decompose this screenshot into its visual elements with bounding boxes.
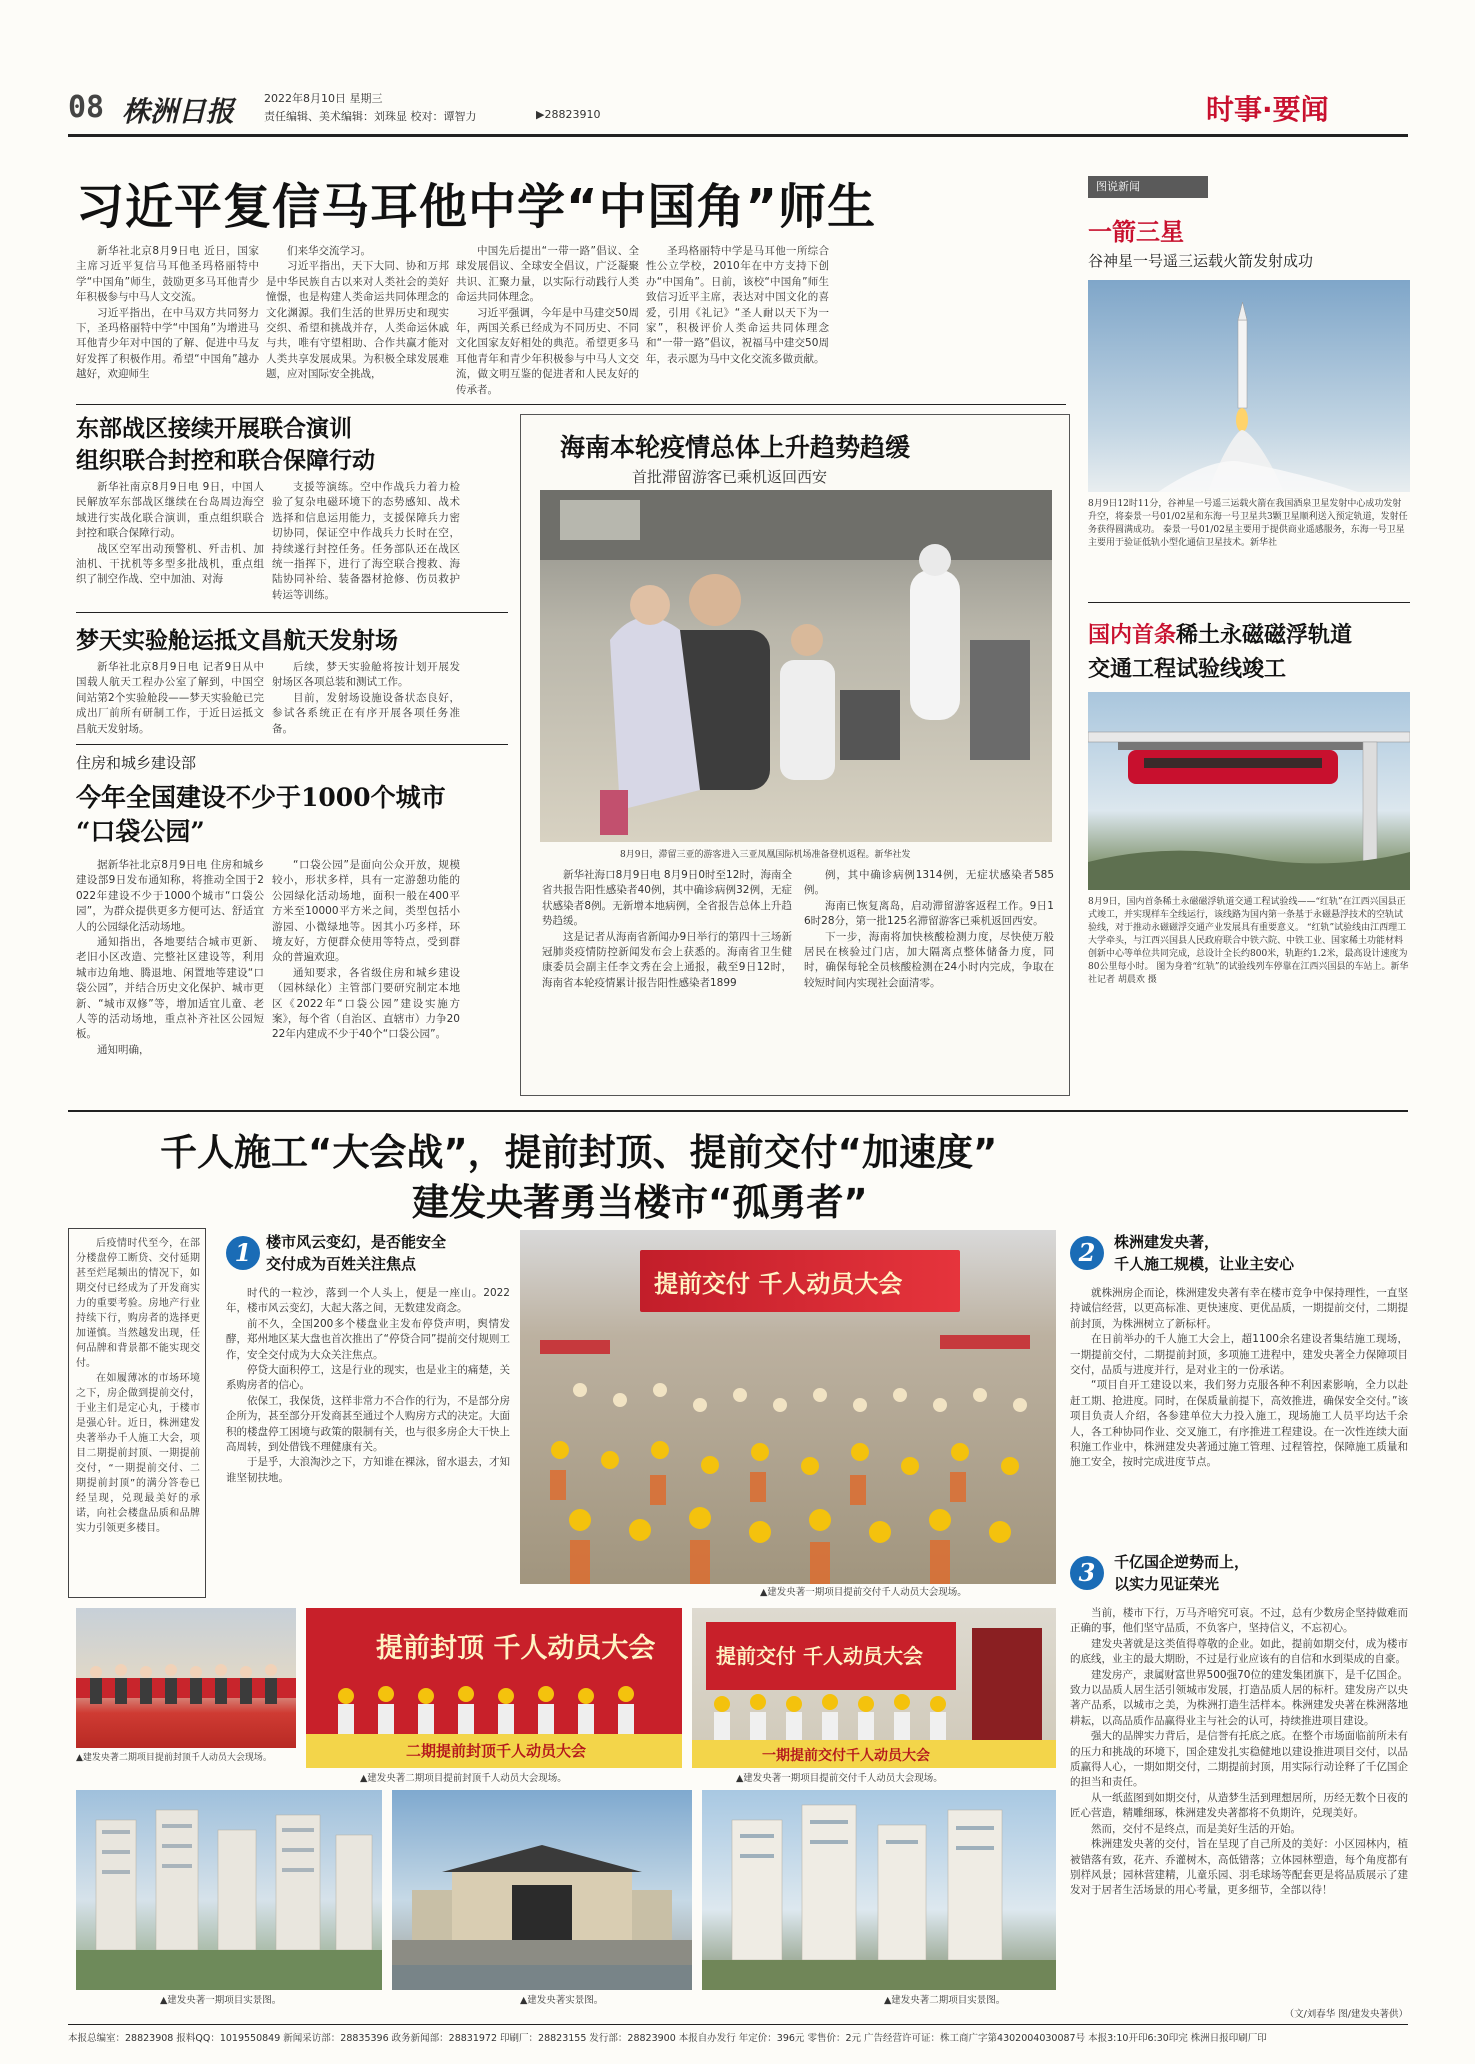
- hainan-col-1: 新华社海口8月9日电 8月9日0时至12时，海南全省共报告阳性感染者40例，其中确诊病例32例，无症状感染者8例。无新增本地病例，全省报告总体上升趋势趋缓。 这是记者从海南省新闻办9日举行的第四十三场新冠肺炎疫情防控新闻发布会上获悉的。海南省卫生健康委员会副主任李文秀在会上通报，截至9日12时，海南省本轮疫情累计报告阳性感染者1899: [542, 869, 792, 989]
- drill-rule: [76, 612, 508, 613]
- caption-main-photo: ▲建发央著一期项目提前交付千人动员大会现场。: [760, 1587, 967, 1598]
- intro-text: 后疫情时代至今，在部分楼盘停工断贷、交付延期甚至烂尾频出的情况下，如期交付已经成为了开发商实力的重要考验。房地产行业持续下行，购房者的选择更加谨慎。当然越发出现，任何品牌和背景都不能实现交付。 在如履薄冰的市场环境之下，房企做到提前交付，于业主们是定心丸，于楼市是强心针。近日，株洲建发央著举办千人施工大会，项目二期提前封顶、一期提前交付，“一期提前交付、二期提前封顶”的满分答卷已经呈现，兑现最美好的承诺，向社会楼盘品质和品牌实力引领更多楼目。: [76, 1238, 200, 1534]
- paper-name: 株洲日报: [122, 95, 235, 128]
- drill-headline-1: 东部战区接续开展联合演训: [76, 416, 352, 442]
- page-number: 08: [68, 90, 105, 125]
- maglev-train-photo: [1088, 692, 1410, 890]
- sidebar-rule-1: [1088, 602, 1410, 603]
- caption-topping-out: ▲建发央著二期项目提前封顶千人动员大会现场。: [360, 1773, 567, 1784]
- delivery-lower-banner: 一期提前交付千人动员大会: [762, 1748, 930, 1764]
- maglev-caption: 8月9日，国内首条稀土永磁磁浮轨道交通工程试验线——“红轨”在江西兴国县正式竣工，并实现样车全线运行，该线路为国内第一条基于永磁悬浮技术的空轨试验线，对于推动永磁磁浮交通产业发展具有重要意义。 “红轨”试验线由江西理工大学牵头，与江西兴国县人民政府联合中铁六院、中铁工业、国家稀土功能材料创新中心等单位共同完成，总设计全长约800米，轨距约1.2米，最高设计速度为80公里每小时。 图为身着“红轨”的试验线列车停靠在江西兴国县的车站上。新华社记者 胡晨欢 摄: [1088, 897, 1409, 985]
- lead-headline: 习近平复信马耳他中学“中国角”师生: [76, 179, 877, 235]
- feature-byline: （文/刘春华 图/建发央著供）: [1284, 2009, 1408, 2020]
- feature-top-rule: [68, 1110, 1408, 1112]
- maglev-title-rest: 稀土永磁磁浮轨道: [1176, 623, 1353, 648]
- feature-main-photo: [520, 1230, 1056, 1584]
- lead-bottom-rule: [76, 404, 1066, 405]
- photo-entrance: [392, 1790, 692, 1990]
- rocket-caption: 8月9日12时11分，谷神星一号遥三运载火箭在我国酒泉卫星发射中心成功发射升空，将泰景一号01/02星和东海一号卫星共3颗卫星顺利送入预定轨道，发射任务获得圆满成功。 泰景一号01/02星主要用于提供商业遥感服务，东海一号卫星主要用于验证低轨小型化通信卫星技术。新华社: [1088, 499, 1408, 548]
- section-3-badge: 3: [1070, 1556, 1104, 1590]
- date-line: 2022年8月10日 星期三: [264, 92, 383, 105]
- drill-headline-2: 组织联合封控和联合保障行动: [76, 448, 375, 474]
- airport-photo: [540, 490, 1052, 842]
- footer-rule: [68, 2024, 1408, 2025]
- masthead-rule: [68, 134, 1408, 137]
- feature-headline-2: 建发央著勇当楼市“孤勇者”: [412, 1181, 868, 1224]
- photo-topping-out: [306, 1608, 682, 1768]
- mengtian-rule: [76, 744, 508, 745]
- photo-ceremony-small: [76, 1608, 296, 1748]
- stage-banner-text: 提前交付 千人动员大会: [654, 1270, 903, 1298]
- lead-col-4: 圣玛格丽特中学是马耳他一所综合性公立学校，2010年在中方支持下创办“中国角”。日前，该校“中国角”师生致信习近平主席，表达对中国文化的喜爱，引用《礼记》“圣人耐以天下为一家”，积极评价人类命运共同体理念和“一带一路”倡议，祝福马中建交50周年，表示愿为马中文化交流多做贡献。: [646, 245, 829, 365]
- lead-col-3: 中国先后提出“一带一路”倡议、全球发展倡议、全球安全倡议，广泛凝聚共识、汇聚力量，以实际行动践行人类命运共同体理念。 习近平强调，今年是中马建交50周年，两国关系已经成为不同历史、不同文化国家友好相处的典范。希望更多马耳他青年和青少年积极参与中马人文交流，做文明互鉴的促进者和人民友好的传承者。: [456, 245, 639, 396]
- section-2-heading-1: 株洲建发央著，: [1114, 1233, 1220, 1251]
- maglev-title: [1088, 618, 1352, 649]
- section-1-heading-1: 楼市风云变幻，是否能安全: [266, 1233, 447, 1251]
- feature-headline-1: 千人施工“大会战”，提前封顶、提前交付“加速度”: [160, 1131, 998, 1174]
- airport-caption: 8月9日，滞留三亚的游客进入三亚凤凰国际机场准备登机返程。新华社发: [620, 850, 911, 860]
- section-title: 时事·要闻: [1206, 93, 1329, 126]
- caption-phase2-buildings: ▲建发央著二期项目实景图。: [884, 1995, 1006, 2006]
- maglev-title-red: 国内首条: [1088, 623, 1177, 648]
- lead-col-1: 新华社北京8月9日电 近日，国家主席习近平复信马耳他圣玛格丽特中学“中国角”师生，鼓励更多马耳他青少年积极参与中马人文交流。 习近平指出，在中马双方共同努力下，圣玛格丽特中学“中国角”为增进马耳他青少年对中国的了解、促进中马友好发挥了积极作用。希望“中国角”越办越好，欢迎师生: [76, 245, 259, 381]
- photo-phase2-buildings: [702, 1790, 1056, 1990]
- footer-info: 本报总编室：28823908 报料QQ：1019550849 新闻采访部：28835396 政务新闻部：28831972 印刷厂：28823155 发行部：28823900 本报自办发行 年定价：396元 零售价：2元 广告经营许可证：株工商广字第4302004030087号 本报3:10开印6:30印完 株洲日报印刷厂印: [68, 2033, 1267, 2044]
- hotline: ▶28823910: [536, 108, 601, 121]
- photo-delivery: [692, 1608, 1056, 1768]
- drill-col-2: 支援等演练。空中作战兵力着力检验了复杂电磁环境下的态势感知、战术选择和信息运用能力，支援保障兵力密切协同，保证空中作战兵力长时在空，持续遂行封控任务。任务部队还在战区统一指挥下，进行了海空联合搜救、海陆协同补给、装备器材抢修、伤员救护转运等训练。: [272, 481, 460, 601]
- rocket-title: 一箭三星: [1088, 218, 1184, 246]
- drill-col-1: 新华社南京8月9日电 9日，中国人民解放军东部战区继续在台岛周边海空域进行实战化联合演训，重点组织联合封控和联合保障行动。 战区空军出动预警机、歼击机、加油机、干扰机等多型多批战机，重点组织了制空作战、空中加油、对海: [76, 481, 264, 586]
- caption-delivery: ▲建发央著一期项目提前交付千人动员大会现场。: [736, 1773, 943, 1784]
- parks-col-1: 据新华社北京8月9日电 住房和城乡建设部9日发布通知称，将推动全国于2022年建设不少于1000个城市“口袋公园”，为群众提供更多方便可达、舒适宜人的公园绿化活动场地。 通知指出，各地要结合城市更新、老旧小区改造、完整社区建设等，利用城市边角地、腾退地、闲置地等建设“口袋公园”，并结合历史文化保护、城市更新、“城市双修”等，增加适宜儿童、老人等的活动场地，重点补齐社区公园短板。 通知明确，: [76, 859, 264, 1056]
- rocket-launch-photo: [1088, 280, 1410, 492]
- hainan-subheadline: 首批滞留游客已乘机返回西安: [632, 468, 828, 486]
- section-1-text: 时代的一粒沙，落到一个人头上，便是一座山。2022年，楼市风云变幻，大起大落之间，无数建发商念。 前不久，全国200多个楼盘业主发布停贷声明，舆情发酵，郑州地区某大盘也首次推出了“停贷合同”提前交付规则工作，安全交付成为大众关注焦点。 停贷大面积停工，这是行业的现实，也是业主的痛楚，关系购房者的信心。 依保工，我保货，这样非常力不合作的行为，不是部分房企所为，甚至部分开发商甚至通过个人购房方式的决定。大面积的楼盘停工困境与政策的限制有关，也与很多房企大干快上高周转，到处借钱不理健康有关。 于是乎，大浪淘沙之下，方知谁在裸泳，留水退去，才知谁坚韧扶地。: [226, 1287, 510, 1484]
- delivery-banner-text: 提前交付 千人动员大会: [716, 1644, 923, 1668]
- hainan-headline: 海南本轮疫情总体上升趋势趋缓: [560, 433, 911, 462]
- parks-headline-1: 今年全国建设不少于1000个城市: [76, 783, 446, 812]
- parks-kicker: 住房和城乡建设部: [76, 754, 197, 772]
- hainan-col-2: 例，其中确诊病例1314例，无症状感染者585例。 海南已恢复离岛，启动滞留游客返程工作。9日16时28分，第一批125名滞留游客已乘机返回西安。 下一步，海南将加快核酸检测力度，尽快使万般居民在核验过门店，加大隔离点整体储备力度，同时，确保每轮全员核酸检测在24小时内完成，争取在较短时间内实现社会面清零。: [804, 869, 1054, 989]
- masthead: [68, 86, 1408, 134]
- mengtian-col-1: 新华社北京8月9日电 记者9日从中国载人航天工程办公室了解到，中国空间站第2个实验舱段——梦天实验舱已完成出厂前所有研制工作，于近日运抵文昌航天发射场。: [76, 661, 264, 734]
- mengtian-headline: 梦天实验舱运抵文昌航天发射场: [76, 628, 398, 654]
- lead-col-2: 们来华交流学习。 习近平指出，天下大同、协和万邦是中华民族自古以来对人类社会的美好憧憬，也是构建人类命运共同体理念的文化渊源。我们生活的世界历史和现实交织、希望和挑战并存，人类命运休戚与共，唯有守望相助、合作共赢才能对人类共享发展成果。为积极全球发展难题，应对国际安全挑战，: [266, 245, 449, 381]
- caption-entrance: ▲建发央著实景图。: [520, 1995, 604, 2006]
- section-2-text: 就株洲房企而论，株洲建发央著有幸在楼市竞争中保持理性，一直坚持诚信经营，以更高标准、更快速度、更优品质，一期提前交付，二期提前封顶，为株洲树立了新标杆。 在日前举办的千人施工大会上，超1100余名建设者集结施工现场，一期提前交付，二期提前封顶，多项施工进程中，建发央著全力保障项目交付，品质与进度并行，是对业主的一份承诺。 “项目自开工建设以来，我们努力克服各种不利因素影响，全力以赴赶工期、抢进度。同时，在保质量前提下，高效推进，确保安全交付。”该项目负责人介绍，各参建单位大力投入施工，现场施工人员平均达千余人，各工种协同作业、交叉施工，有序推进工程建设。在一次性连续大面积施工作业中，株洲建发央著通过施工管理、过程管控，保障施工质量和施工安全，按时完成进度节点。: [1070, 1287, 1408, 1469]
- caption-ceremony-small: ▲建发央著二期项目提前封顶千人动员大会现场。: [76, 1753, 272, 1763]
- editors-line: 责任编辑、美术编辑：刘珠显 校对：谭智力: [264, 110, 477, 123]
- caption-phase1-buildings: ▲建发央著一期项目实景图。: [160, 1995, 282, 2006]
- mengtian-col-2: 后续，梦天实验舱将按计划开展发射场区各项总装和测试工作。 目前，发射场设施设备状态良好，参试各系统正在有序开展各项任务准备。: [272, 661, 460, 734]
- parks-headline-2: “口袋公园”: [76, 817, 205, 846]
- section-2-badge: 2: [1070, 1236, 1104, 1270]
- photo-phase1-buildings: [76, 1790, 382, 1990]
- section-3-heading-1: 千亿国企逆势而上，: [1114, 1553, 1250, 1571]
- section-2-heading-2: 千人施工规模，让业主安心: [1114, 1255, 1295, 1273]
- topping-lower-banner: 二期提前封顶千人动员大会: [406, 1742, 587, 1760]
- maglev-title-line2: 交通工程试验线竣工: [1088, 657, 1287, 682]
- rocket-subtitle: 谷神星一号遥三运载火箭发射成功: [1088, 252, 1314, 270]
- section-1-badge: 1: [226, 1236, 260, 1270]
- section-1-heading-2: 交付成为百姓关注焦点: [266, 1255, 417, 1273]
- section-3-text: 当前，楼市下行，万马齐喑究可哀。不过，总有少数房企坚持做难而正确的事，他们坚守品质，不负客户，坚持信义，不忘初心。 建发央著就是这类值得尊敬的企业。如此，提前如期交付，成为楼市的底线，业主的最大期盼，不过是行业应该有的自信和水到渠成的自豪。 建发房产，隶属财富世界500强70位的建发集团旗下，是千亿国企。致力以品质人居生活引领城市发展，打造品质人居的标杆。建发房产以央著产品系，以城市之美，为株洲打造生活样本。株洲建发央著在株洲落地耕耘，以高品质作品赢得业主与社会的认可，持续推进项目建设。 强大的品牌实力背后，是信誉有托底之底。在整个市场面临前所未有的压力和挑战的环境下，国企建发扎实稳健地以建设推进项目交付，以品质赢得人心，一期如期交付，二期提前封顶，用实际行动诠释了千亿国企的担当和责任。 从一纸蓝图到如期交付，从造梦生活到理想居所，历经无数个日夜的匠心营造，精雕细琢，株洲建发央著都将不负期许，兑现美好。 然而，交付不是终点，而是美好生活的开始。 株洲建发央著的交付，旨在呈现了自己所及的美好：小区园林内，植被错落有致，花卉、乔灌树木，高低错落；立体园林塑造，每个角度都有别样风景；园林营建精，儿童乐园、羽毛球场等配套更是将品质展示了建发对于居者生活场景的用心考量，更多细节，全部以待！: [1070, 1607, 1408, 1897]
- parks-col-2: “口袋公园”是面向公众开放，规模较小，形状多样，具有一定游憩功能的公园绿化活动场地，面积一般在400平方米至10000平方米之间，类型包括小游园、小微绿地等。因其小巧多样，环境友好，方便群众使用等特点，受到群众的普遍欢迎。 通知要求，各省级住房和城乡建设（园林绿化）主管部门要研究制定本地区《2022年“口袋公园”建设实施方案》，每个省（自治区、直辖市）力争2022年内建成不少于40个“口袋公园”。: [272, 859, 460, 1041]
- sidebar-tag: 图说新闻: [1088, 176, 1208, 198]
- section-3-heading-2: 以实力见证荣光: [1114, 1575, 1220, 1593]
- topping-banner-text: 提前封顶 千人动员大会: [376, 1633, 656, 1664]
